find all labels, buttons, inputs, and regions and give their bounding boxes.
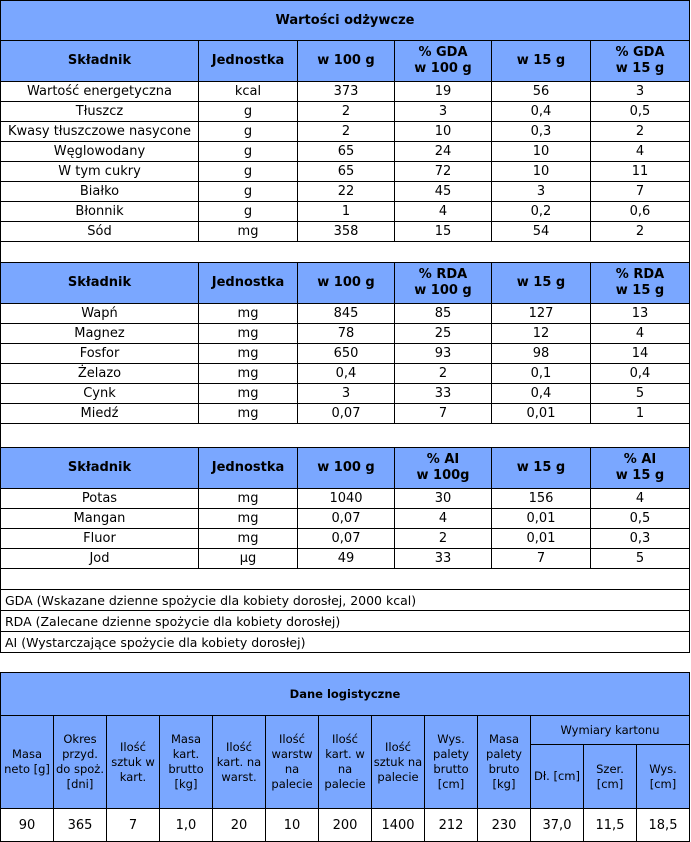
column-header: Składnik [1, 263, 199, 304]
table-cell: 0,01 [492, 509, 591, 529]
table-cell: 1 [591, 404, 690, 424]
table-row [1, 344, 690, 364]
column-header: Wys. [cm] [637, 745, 690, 809]
table-cell: 0,4 [492, 102, 591, 122]
table-cell: mg [199, 489, 298, 509]
column-header: w 100 g [298, 263, 395, 304]
column-header: w 15 g [492, 41, 591, 82]
table-cell: 12 [492, 324, 591, 344]
column-header: % AI w 15 g [591, 448, 690, 489]
blank-cell [1, 242, 690, 263]
table-cell: 45 [395, 182, 492, 202]
blank-cell [1, 569, 690, 590]
table-cell: Jod [1, 549, 199, 569]
header-row [1, 716, 690, 745]
table-row [1, 222, 690, 242]
table-row [1, 82, 690, 102]
table-cell: 30 [395, 489, 492, 509]
table-cell: 845 [298, 304, 395, 324]
table-cell: g [199, 122, 298, 142]
table-cell: mg [199, 404, 298, 424]
column-header: Jednostka [199, 448, 298, 489]
table-cell: 0,01 [492, 529, 591, 549]
table-cell: 54 [492, 222, 591, 242]
table-cell: 78 [298, 324, 395, 344]
table-cell: 4 [591, 142, 690, 162]
column-header: Masa kart. brutto [kg] [160, 716, 213, 809]
table-row [1, 142, 690, 162]
table-cell: mg [199, 344, 298, 364]
table-row [1, 509, 690, 529]
table-cell: Fosfor [1, 344, 199, 364]
table-cell: 56 [492, 82, 591, 102]
table-cell: g [199, 102, 298, 122]
column-header: % AI w 100g [395, 448, 492, 489]
table-cell: 0,4 [591, 364, 690, 384]
header-row [1, 41, 690, 82]
table-cell: 37,0 [531, 809, 584, 842]
table-cell: 0,4 [492, 384, 591, 404]
column-header: w 15 g [492, 448, 591, 489]
column-header: % GDA w 100 g [395, 41, 492, 82]
column-header: Jednostka [199, 263, 298, 304]
blank-cell [1, 424, 690, 448]
table-cell: 0,07 [298, 509, 395, 529]
note-text: RDA (Zalecane dzienne spożycie dla kobiety dorosłej) [1, 611, 690, 632]
table-cell: 373 [298, 82, 395, 102]
table-cell: kcal [199, 82, 298, 102]
table-cell: Węglowodany [1, 142, 199, 162]
table-cell: 93 [395, 344, 492, 364]
table-cell: 33 [395, 549, 492, 569]
note-row [1, 590, 690, 611]
table-cell: 5 [591, 549, 690, 569]
table-cell: W tym cukry [1, 162, 199, 182]
table-cell: 7 [107, 809, 160, 842]
table-cell: 365 [54, 809, 107, 842]
table-row [1, 162, 690, 182]
table-row [1, 404, 690, 424]
logistics-title: Dane logistyczne [1, 673, 690, 716]
table-cell: Białko [1, 182, 199, 202]
header-row [1, 263, 690, 304]
table-cell: 212 [425, 809, 478, 842]
table-cell: Kwasy tłuszczowe nasycone [1, 122, 199, 142]
table-row [1, 529, 690, 549]
table-cell: g [199, 162, 298, 182]
table-cell: 1040 [298, 489, 395, 509]
table-cell: 4 [591, 489, 690, 509]
table-cell: 2 [298, 122, 395, 142]
table-cell: 15 [395, 222, 492, 242]
column-header: % RDA w 15 g [591, 263, 690, 304]
table-cell: 1400 [372, 809, 425, 842]
table-cell: 10 [266, 809, 319, 842]
table-cell: 1,0 [160, 809, 213, 842]
table-cell: 10 [492, 162, 591, 182]
note-text: GDA (Wskazane dzienne spożycie dla kobiety dorosłej, 2000 kcal) [1, 590, 690, 611]
table-cell: 0,3 [492, 122, 591, 142]
table-row [1, 809, 690, 842]
blank-row [1, 424, 690, 448]
table-cell: 1 [298, 202, 395, 222]
column-header: Składnik [1, 448, 199, 489]
table-cell: 3 [492, 182, 591, 202]
table-cell: 650 [298, 344, 395, 364]
table-cell: µg [199, 549, 298, 569]
table-cell: 65 [298, 162, 395, 182]
column-header: Ilość sztuk na palecie [372, 716, 425, 809]
table-cell: 0,3 [591, 529, 690, 549]
table-cell: Magnez [1, 324, 199, 344]
table-cell: 14 [591, 344, 690, 364]
table-cell: 90 [1, 809, 54, 842]
table-cell: mg [199, 222, 298, 242]
table-cell: 2 [395, 529, 492, 549]
table-cell: 5 [591, 384, 690, 404]
table-cell: mg [199, 304, 298, 324]
table-row [1, 202, 690, 222]
table-cell: 3 [298, 384, 395, 404]
table-cell: 10 [395, 122, 492, 142]
table-row [1, 489, 690, 509]
column-header: Składnik [1, 41, 199, 82]
column-header: Masa neto [g] [1, 716, 54, 809]
table-cell: Potas [1, 489, 199, 509]
table-cell: Wartość energetyczna [1, 82, 199, 102]
table-cell: Mangan [1, 509, 199, 529]
table-cell: 24 [395, 142, 492, 162]
table-cell: g [199, 182, 298, 202]
column-header: w 100 g [298, 448, 395, 489]
note-text: AI (Wystarczające spożycie dla kobiety dorosłej) [1, 632, 690, 653]
table-row [1, 384, 690, 404]
table-row [1, 102, 690, 122]
table-cell: 33 [395, 384, 492, 404]
column-header: w 15 g [492, 263, 591, 304]
header-row [1, 448, 690, 489]
table-cell: mg [199, 364, 298, 384]
table-cell: 3 [591, 82, 690, 102]
column-header: Jednostka [199, 41, 298, 82]
column-header: Szer. [cm] [584, 745, 637, 809]
logistics-table [0, 672, 690, 842]
table-cell: 98 [492, 344, 591, 364]
table-cell: 2 [591, 222, 690, 242]
table-cell: g [199, 142, 298, 162]
table-cell: 20 [213, 809, 266, 842]
table-cell: 7 [395, 404, 492, 424]
table-cell: 65 [298, 142, 395, 162]
table-row [1, 122, 690, 142]
table-row [1, 364, 690, 384]
column-header: % RDA w 100 g [395, 263, 492, 304]
table-cell: 0,07 [298, 529, 395, 549]
table-cell: 3 [395, 102, 492, 122]
table-row [1, 182, 690, 202]
table-row [1, 304, 690, 324]
table-cell: Miedź [1, 404, 199, 424]
table-cell: 230 [478, 809, 531, 842]
column-header: Okres przyd. do spoż. [dni] [54, 716, 107, 809]
note-row [1, 611, 690, 632]
table-row [1, 549, 690, 569]
table-cell: mg [199, 529, 298, 549]
table-cell: Wapń [1, 304, 199, 324]
table-cell: 0,5 [591, 102, 690, 122]
table-cell: 4 [395, 509, 492, 529]
table-cell: 0,2 [492, 202, 591, 222]
table-cell: 18,5 [637, 809, 690, 842]
table-cell: 0,07 [298, 404, 395, 424]
table-cell: Żelazo [1, 364, 199, 384]
note-row [1, 632, 690, 653]
table-cell: 13 [591, 304, 690, 324]
table-cell: 2 [395, 364, 492, 384]
table-cell: Cynk [1, 384, 199, 404]
table-cell: 0,1 [492, 364, 591, 384]
column-header: Masa palety bruto [kg] [478, 716, 531, 809]
table-cell: 10 [492, 142, 591, 162]
table-cell: 4 [395, 202, 492, 222]
table-cell: 72 [395, 162, 492, 182]
blank-row [1, 569, 690, 590]
column-header: Ilość warstw na palecie [266, 716, 319, 809]
table-cell: 358 [298, 222, 395, 242]
table-cell: 11 [591, 162, 690, 182]
table-cell: Błonnik [1, 202, 199, 222]
column-group-header: Wymiary kartonu [531, 716, 690, 745]
table-cell: 7 [492, 549, 591, 569]
table-cell: 2 [298, 102, 395, 122]
table-cell: 0,4 [298, 364, 395, 384]
table-cell: g [199, 202, 298, 222]
table-cell: 0,6 [591, 202, 690, 222]
table-row [1, 324, 690, 344]
blank-row [1, 242, 690, 263]
column-header: Dł. [cm] [531, 745, 584, 809]
table-cell: 0,01 [492, 404, 591, 424]
table-cell: 85 [395, 304, 492, 324]
table-cell: Tłuszcz [1, 102, 199, 122]
table-cell: Fluor [1, 529, 199, 549]
table-cell: 2 [591, 122, 690, 142]
column-header: % GDA w 15 g [591, 41, 690, 82]
table-cell: 7 [591, 182, 690, 202]
table-cell: 127 [492, 304, 591, 324]
column-header: Ilość sztuk w kart. [107, 716, 160, 809]
column-header: w 100 g [298, 41, 395, 82]
table-cell: 0,5 [591, 509, 690, 529]
table-cell: 4 [591, 324, 690, 344]
table-cell: 11,5 [584, 809, 637, 842]
table-cell: 156 [492, 489, 591, 509]
column-header: Ilość kart. na warst. [213, 716, 266, 809]
table-cell: mg [199, 324, 298, 344]
table-cell: Sód [1, 222, 199, 242]
table-cell: 200 [319, 809, 372, 842]
table-cell: mg [199, 509, 298, 529]
column-header: Ilość kart. w na palecie [319, 716, 372, 809]
table-cell: mg [199, 384, 298, 404]
table-cell: 25 [395, 324, 492, 344]
table-cell: 22 [298, 182, 395, 202]
column-header: Wys. palety brutto [cm] [425, 716, 478, 809]
table-cell: 19 [395, 82, 492, 102]
nutrition-title: Wartości odżywcze [1, 1, 690, 41]
table-cell: 49 [298, 549, 395, 569]
